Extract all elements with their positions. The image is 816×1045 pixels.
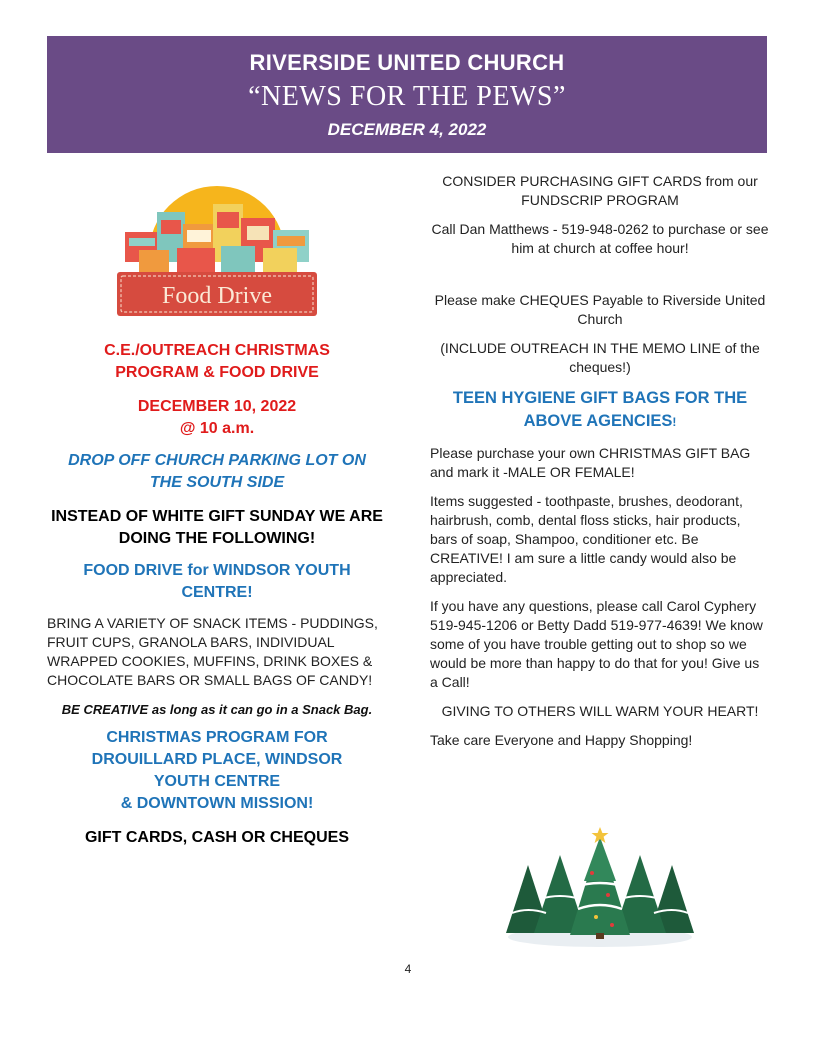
downtown-mission-heading: & DOWNTOWN MISSION! <box>120 795 314 812</box>
church-name: RIVERSIDE UNITED CHURCH <box>249 50 565 75</box>
fundscrip-text: CONSIDER PURCHASING GIFT CARDS from our FUNDSCRIP PROGRAM <box>442 173 758 208</box>
cheques-payable-text: Please make CHEQUES Payable to Riverside United Church <box>434 292 766 327</box>
teen-hygiene-title: TEEN HYGIENE GIFT BAGS FOR THE ABOVE AGENCIES <box>452 389 748 430</box>
food-drive-heading: FOOD DRIVE for WINDSOR YOUTH CENTRE! <box>83 562 351 601</box>
christmas-program-heading: CHRISTMAS PROGRAM FOR DROUILLARD PLACE, WINDSOR YOUTH CENTRE <box>91 729 343 790</box>
white-gift-notice: INSTEAD OF WHITE GIFT SUNDAY WE ARE DOING THE FOLLOWING! <box>51 508 383 547</box>
newsletter-title: “NEWS FOR THE PEWS” <box>248 81 566 112</box>
gift-cards-heading: GIFT CARDS, CASH OR CHEQUES <box>84 829 349 846</box>
giving-text: GIVING TO OTHERS WILL WARM YOUR HEART! <box>441 703 759 719</box>
newsletter-header <box>47 36 767 153</box>
newsletter-date: DECEMBER 4, 2022 <box>327 120 487 139</box>
call-dan-text: Call Dan Matthews - 519-948-0262 to purchase or see him at church at coffee hour! <box>431 221 769 256</box>
teen-hygiene-heading <box>430 387 770 434</box>
page-number: 4 <box>404 962 412 976</box>
take-care-text: Take care Everyone and Happy Shopping! <box>430 732 693 748</box>
teen-hygiene-exclaim: ! <box>672 415 677 429</box>
be-creative-text: BE CREATIVE as long as it can go in a Snack Bag. <box>61 702 373 717</box>
program-time: @ 10 a.m. <box>179 420 255 437</box>
christmas-trees-icon <box>500 825 700 950</box>
food-drive-logo <box>117 182 317 317</box>
snack-items-text: BRING A VARIETY OF SNACK ITEMS - PUDDINGS, FRUIT CUPS, GRANOLA BARS, INDIVIDUAL WRAPPED COOKIES, MUFFINS, DRINK BOXES & CHOCOLATE BARS OR SMALL BAGS OF CANDY! <box>47 615 378 688</box>
memo-line-text: (INCLUDE OUTREACH IN THE MEMO LINE of the cheques!) <box>440 340 760 375</box>
right-column <box>430 172 770 750</box>
food-drive-logo-text: Food Drive <box>162 283 272 309</box>
gift-bag-text: Please purchase your own CHRISTMAS GIFT BAG and mark it -MALE OR FEMALE! <box>430 445 751 480</box>
questions-text: If you have any questions, please call Carol Cyphery 519-945-1206 or Betty Dadd 519-977-4639! We know some of you have trouble getting out to shop so we would be more than happy to do that for you! Give us a Call! <box>430 598 763 690</box>
items-suggested-text: Items suggested - toothpaste, brushes, deodorant, hairbrush, comb, dental floss sticks, hair products, bars of soap, Shampoo, conditioner etc. Be CREATIVE! I am sure a little candy would also be appreciated. <box>430 493 743 585</box>
program-title: C.E./OUTREACH CHRISTMAS PROGRAM & FOOD DRIVE <box>104 342 330 381</box>
drop-off-info: DROP OFF CHURCH PARKING LOT ON THE SOUTH SIDE <box>68 452 366 491</box>
left-column <box>47 340 387 849</box>
program-date: DECEMBER 10, 2022 <box>137 398 297 415</box>
